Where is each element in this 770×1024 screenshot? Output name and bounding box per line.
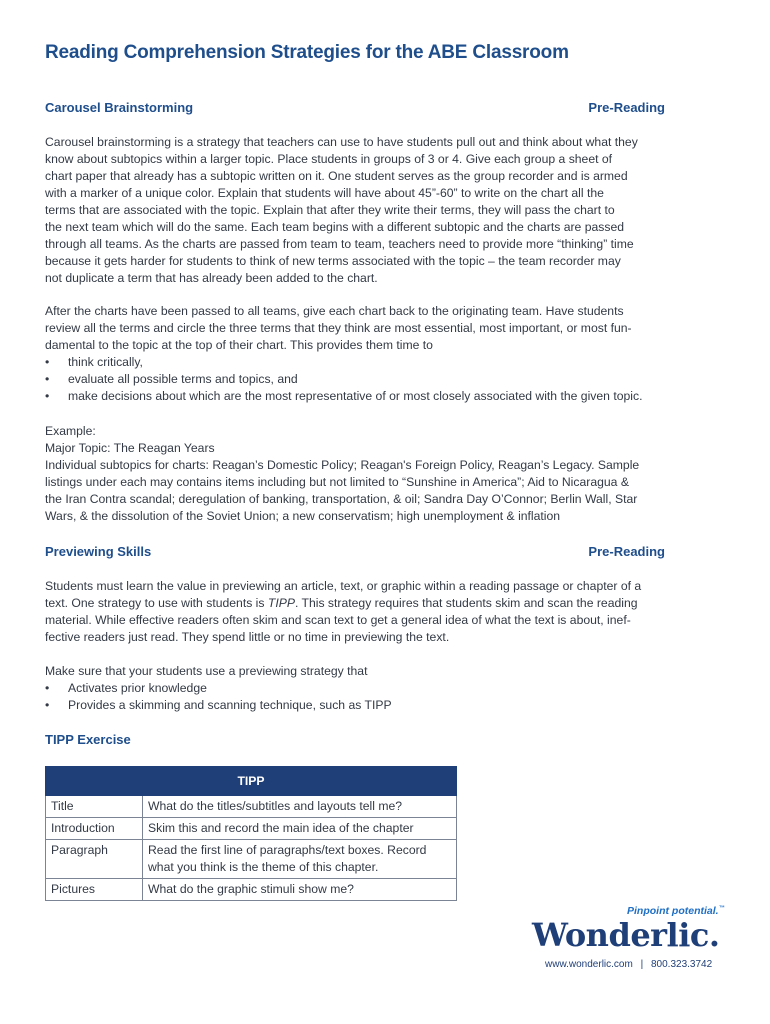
list-item: • evaluate all possible terms and topics, and [45, 372, 298, 386]
text-line: Students must learn the value in previewing an article, text, or graphic within a reading passage or chapter of a [45, 579, 642, 593]
list-item: • make decisions about which are the most representative of or most closely associated with the given topic. [45, 389, 643, 403]
table-cell-desc: Read the first line of paragraphs/text boxes. Record what you think is the theme of this chapter. [143, 840, 457, 879]
table-cell-term: Pictures [46, 879, 143, 901]
tipp-table [45, 766, 457, 901]
section-tag: Pre-Reading [588, 100, 665, 115]
previewing-paragraph-1 [45, 578, 677, 646]
separator: | [640, 959, 644, 970]
text-line: review all the terms and circle the three terms that they think are most essential, most important, or most fun- [45, 321, 632, 335]
section-heading: Previewing Skills [45, 544, 152, 559]
tipp-emphasis: TIPP [267, 596, 295, 610]
previewing-paragraph-2 [45, 663, 677, 714]
page-title: Reading Comprehension Strategies for the ABE Classroom [45, 42, 569, 63]
list-item: • Activates prior knowledge [45, 681, 207, 695]
table-row [46, 818, 457, 840]
section-heading: Carousel Brainstorming [45, 100, 194, 115]
table-cell-term: Paragraph [46, 840, 143, 879]
table-row [46, 879, 457, 901]
text-line: Major Topic: The Reagan Years [45, 441, 215, 455]
list-item: • Provides a skimming and scanning technique, such as TIPP [45, 698, 392, 712]
phone-number: 800.323.3742 [650, 959, 713, 970]
text-line: through all teams. As the charts are passed from team to team, teachers need to provide more “thinking” time [45, 237, 634, 251]
list-item: • think critically, [45, 355, 143, 369]
text-line: text. One strategy to use with students is TIPP. This strategy requires that students skim and scan the reading [45, 596, 638, 610]
text-line: material. While effective readers often skim and scan text to get a general idea of what the text is about, inef- [45, 613, 631, 627]
contact-info [545, 959, 712, 970]
logo-tagline: Pinpoint potential.™ [627, 905, 725, 917]
text-line: Individual subtopics for charts: Reagan’s Domestic Policy; Reagan's Foreign Policy, Reagan’s Legacy. Sample [45, 458, 640, 472]
bullet-icon: • [45, 372, 50, 386]
bullet-icon: • [45, 681, 50, 695]
text-line: Wars, & the dissolution of the Soviet Union; a new conservatism; high unemployment & inflation [45, 509, 561, 523]
carousel-paragraph-1 [45, 134, 677, 287]
text-line: the next team which will do the same. Each team begins with a different subtopic and the charts are passed [45, 220, 625, 234]
text-line: fective readers just read. They spend little or no time in previewing the text. [45, 630, 450, 644]
text-line: the Iran Contra scandal; deregulation of banking, transportation, & oil; Sandra Day O’Connor; Berlin Wall, Star [45, 492, 638, 506]
text-line: because it gets harder for students to think of new terms associated with the topic – the team recorder may [45, 254, 621, 268]
text-line: Example: [45, 424, 96, 438]
table-row [46, 796, 457, 818]
wonderlic-logo: Wonderlic. [532, 916, 720, 954]
table-cell-desc: What do the titles/subtitles and layouts tell me? [143, 796, 457, 818]
text-line: terms that are associated with the topic. Explain that after they write their terms, they will pass the chart to [45, 203, 615, 217]
carousel-paragraph-2 [45, 303, 677, 405]
table-cell-term: Introduction [46, 818, 143, 840]
text-line: listings under each may contains items including but not limited to “Sunshine in America”; Aid to Nicaragua & [45, 475, 629, 489]
table-cell-desc: What do the graphic stimuli show me? [143, 879, 457, 901]
text-line: Carousel brainstorming is a strategy that teachers can use to have students pull out and think about what they [45, 135, 638, 149]
text-line: chart paper that already has a subtopic written on it. One student serves as the group recorder and is armed [45, 169, 628, 183]
tipp-exercise-heading: TIPP Exercise [45, 732, 131, 747]
text-line: Make sure that your students use a previewing strategy that [45, 664, 368, 678]
section-tag: Pre-Reading [588, 544, 665, 559]
bullet-icon: • [45, 389, 50, 403]
table-cell-desc: Skim this and record the main idea of the chapter [143, 818, 457, 840]
section-header-carousel [45, 100, 665, 115]
text-line: After the charts have been passed to all teams, give each chart back to the originating team. Have students [45, 304, 624, 318]
website-link[interactable]: www.wonderlic.com [545, 959, 633, 970]
text-line: with a marker of a unique color. Explain that students will have about 45”-60” to write on the chart all the [45, 186, 604, 200]
table-header: TIPP [46, 767, 457, 796]
bullet-icon: • [45, 698, 50, 712]
text-line: damental to the topic at the top of their chart. This provides them time to [45, 338, 433, 352]
table-row [46, 840, 457, 879]
example-block [45, 423, 677, 525]
section-header-previewing [45, 544, 665, 559]
table-cell-term: Title [46, 796, 143, 818]
text-line: not duplicate a term that has already been added to the chart. [45, 271, 378, 285]
text-line: know about subtopics within a larger topic. Place students in groups of 3 or 4. Give each group a sheet of [45, 152, 613, 166]
bullet-icon: • [45, 355, 50, 369]
